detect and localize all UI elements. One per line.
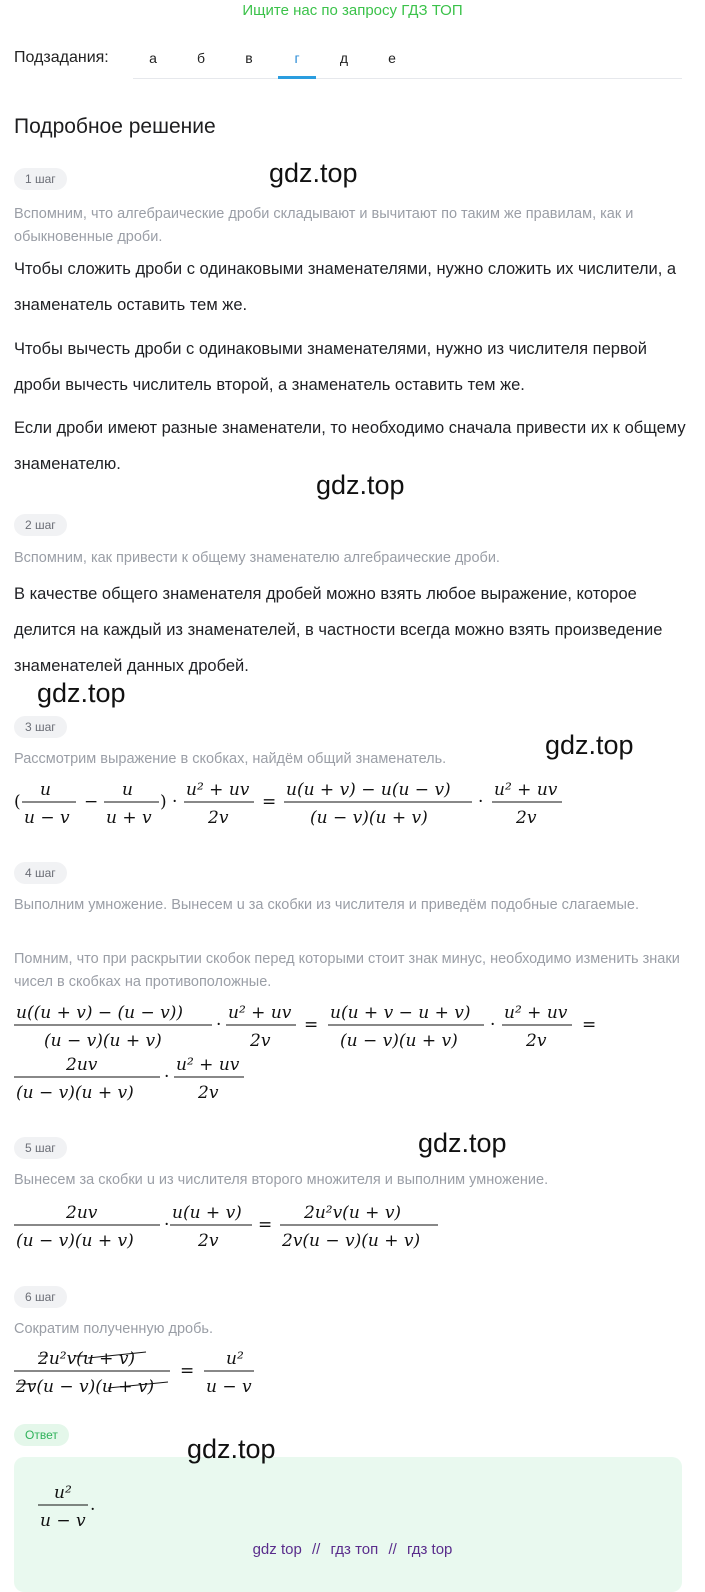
svg-text:u(u + v) − u(u − v): u(u + v) − u(u − v) [286,780,451,800]
svg-text:u: u [40,780,51,800]
step-2-paragraph: В качестве общего знаменателя дробей можно взять любое выражение, которое делится на каждый из знаменателей, в частности всегда можно взять произведение знаменателей данных дробей. [14,585,663,675]
step-4-hint: Выполним умножение. Вынесем u за скобки из числителя и приведём подобные слагаемые. [14,897,640,913]
subtasks-label: Подзадания: [14,49,109,66]
step-3-formula [14,775,574,835]
svg-text:=: = [258,1215,273,1235]
step-1-paragraph: Чтобы вычесть дроби с одинаковыми знаменателями, нужно из числителя первой дроби вычесть числитель второй, а знаменатель оставить тем же. [14,340,647,394]
svg-text:2v: 2v [198,1231,219,1251]
svg-text:(u − v)(u + v): (u − v)(u + v) [16,1231,134,1251]
svg-text:2v: 2v [526,1031,547,1051]
step-4-formula [14,998,614,1110]
tab-d[interactable]: д [339,50,349,66]
svg-text:u² + uv: u² + uv [494,780,558,800]
svg-text:2v: 2v [250,1031,271,1051]
svg-text:(u − v)(u + v): (u − v)(u + v) [44,1031,162,1051]
svg-text:(u − v)(u + v): (u − v)(u + v) [310,808,428,828]
svg-text:u² + uv: u² + uv [228,1003,292,1023]
step-5-formula [14,1198,454,1258]
footer-links [0,1541,705,1558]
svg-text:u((u + v) − (u − v)): u((u + v) − (u − v)) [16,1003,184,1023]
step-4-badge: 4 шаг [14,862,67,884]
svg-text:u² + uv: u² + uv [504,1003,568,1023]
svg-text:(u − v)(u + v): (u − v)(u + v) [340,1031,458,1051]
step-1-paragraph: Если дроби имеют разные знаменатели, то необходимо сначала привести их к общему знаменателю. [14,419,686,473]
answer-badge: Ответ [14,1424,69,1446]
svg-text:2uv: 2uv [66,1055,98,1075]
svg-text:2v(u − v)(u + v): 2v(u − v)(u + v) [282,1231,421,1251]
svg-text:u(u + v − u + v): u(u + v − u + v) [330,1003,471,1023]
tab-g[interactable]: г [294,50,300,66]
watermark: gdz.top [187,1434,276,1464]
tab-e[interactable]: е [388,50,396,66]
svg-text:u(u + v): u(u + v) [172,1203,242,1223]
svg-text:−: − [84,792,99,812]
svg-text:(: ( [14,792,21,812]
watermark: gdz.top [316,470,405,500]
watermark: gdz.top [418,1128,507,1158]
footer-separator: // [311,1541,321,1558]
tab-v[interactable]: в [245,50,253,66]
active-tab-indicator [278,76,316,79]
svg-text:2v: 2v [516,808,537,828]
svg-text:u² + uv: u² + uv [176,1055,240,1075]
section-title: Подробное решение [14,115,216,138]
step-2-badge: 2 шаг [14,514,67,536]
svg-text:2v: 2v [208,808,229,828]
watermark: gdz.top [37,678,126,708]
svg-text:u − v: u − v [206,1377,252,1397]
tab-a[interactable]: а [149,50,157,66]
svg-text:2v: 2v [198,1083,219,1103]
svg-text:=: = [582,1015,597,1035]
step-6-formula [14,1344,274,1404]
tab-b[interactable]: б [196,50,206,66]
svg-text:u − v: u − v [24,808,70,828]
step-3-badge: 3 шаг [14,716,67,738]
svg-text:·: · [164,1067,170,1087]
svg-text:·: · [164,1215,170,1235]
svg-text:2u²v(u + v): 2u²v(u + v) [304,1203,402,1223]
svg-text:·: · [216,1015,222,1035]
svg-text:) ·: ) · [160,792,178,812]
answer-formula [38,1478,118,1538]
step-5-badge: 5 шаг [14,1137,67,1159]
step-1-paragraph: Чтобы сложить дроби с одинаковыми знаменателями, нужно сложить их числители, а знаменатель оставить тем же. [14,260,677,314]
svg-text:(u − v)(u + v): (u − v)(u + v) [16,1083,134,1103]
svg-text:=: = [262,792,277,812]
svg-text:=: = [180,1361,195,1381]
svg-text:2u²v(u + v): 2u²v(u + v) [38,1349,136,1369]
footer-link[interactable]: gdz top [252,1541,302,1558]
svg-text:2uv: 2uv [66,1203,98,1223]
step-6-hint: Сократим полученную дробь. [14,1321,213,1337]
svg-text:u − v: u − v [40,1511,86,1531]
tabs-divider [133,78,682,79]
svg-text:u² + uv: u² + uv [186,780,250,800]
promo-banner[interactable]: Ищите нас по запросу ГДЗ ТОП [242,2,463,19]
step-3-hint: Рассмотрим выражение в скобках, найдём общий знаменатель. [14,751,447,767]
watermark: gdz.top [269,158,358,188]
svg-text:u: u [122,780,133,800]
svg-text:·: · [478,792,484,812]
svg-text:·: · [490,1015,496,1035]
step-1-badge: 1 шаг [14,168,67,190]
watermark: gdz.top [545,730,634,760]
svg-text:u²: u² [226,1349,244,1369]
step-4-hint: Помним, что при раскрытии скобок перед которыми стоит знак минус, необходимо изменить знаки чисел в скобках на противоположные. [14,951,680,990]
step-2-hint: Вспомним, как привести к общему знаменателю алгебраические дроби. [14,550,500,566]
step-5-hint: Вынесем за скобки u из числителя второго множителя и выполним умножение. [14,1172,549,1188]
step-6-badge: 6 шаг [14,1286,67,1308]
svg-text:=: = [304,1015,319,1035]
svg-text:.: . [90,1495,96,1515]
svg-text:u + v: u + v [106,808,152,828]
footer-link[interactable]: гдз top [406,1541,453,1558]
footer-link[interactable]: гдз топ [330,1541,379,1558]
footer-separator: // [388,1541,397,1558]
step-1-hint: Вспомним, что алгебраические дроби складывают и вычитают по таким же правилам, как и обыкновенные дроби. [14,206,634,245]
svg-text:u²: u² [54,1483,72,1503]
svg-text:2v(u − v)(u + v): 2v(u − v)(u + v) [16,1377,155,1397]
